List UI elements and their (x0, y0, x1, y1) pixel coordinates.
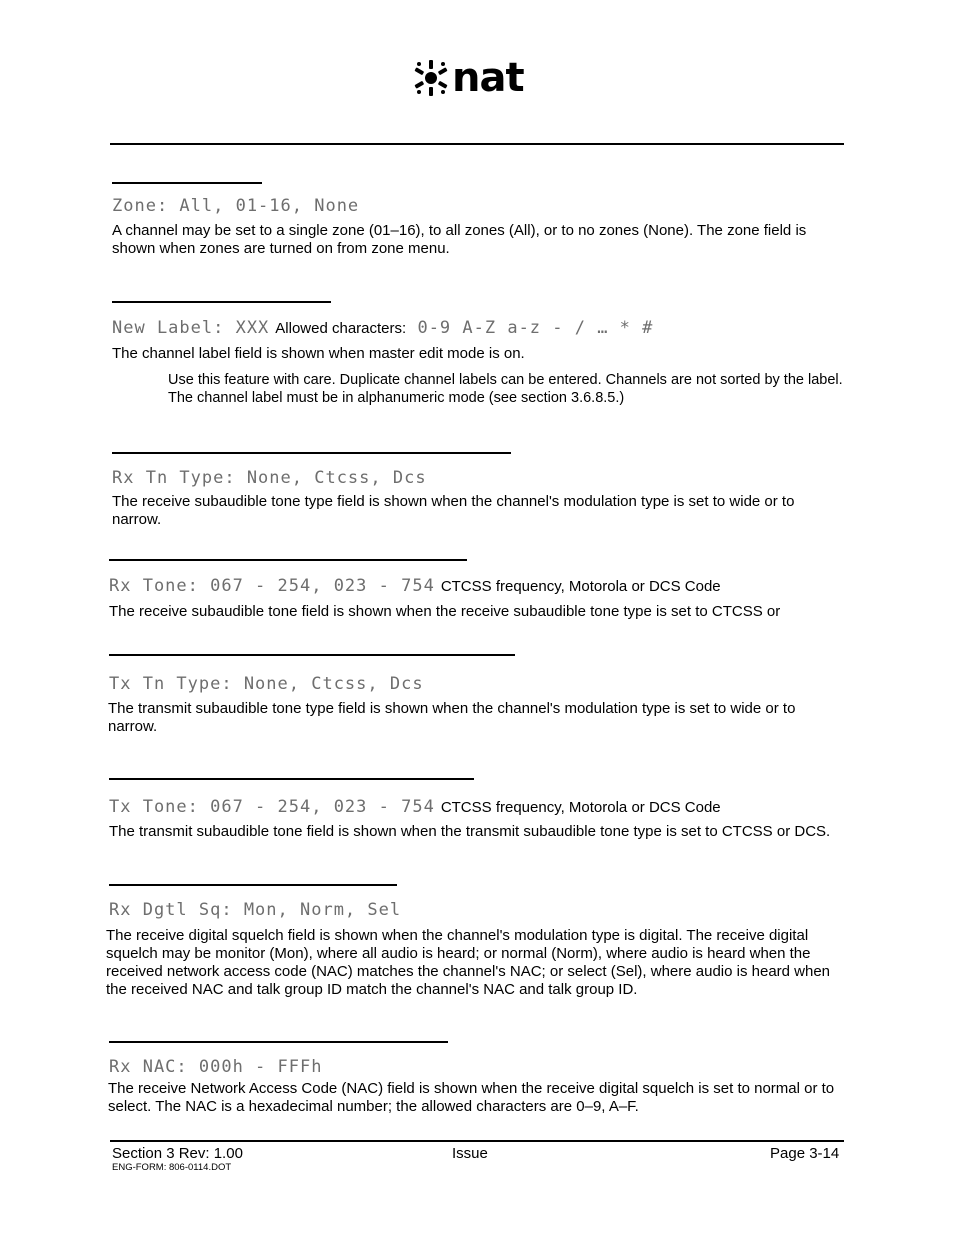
footer-issue: Issue (452, 1145, 488, 1162)
heading-underline (109, 559, 467, 561)
body-text-rx-tone: The receive subaudible tone field is shown when the receive subaudible tone type is set to CTCSS or (109, 603, 781, 620)
logo-wordmark: nat (452, 55, 524, 101)
heading-underline (112, 301, 331, 303)
lcd-field-rx-dgtl-sq: Rx Dgtl Sq: Mon, Norm, Sel (109, 900, 402, 920)
nat-logo (414, 56, 524, 100)
header-rule (110, 143, 844, 145)
heading-underline (109, 1041, 448, 1043)
body-text-tx-tone: The transmit subaudible tone field is shown when the transmit subaudible tone type is set to CTCSS or DCS. (109, 823, 831, 840)
lcd-field-rx-tn-type: Rx Tn Type: None, Ctcss, Dcs (112, 468, 427, 488)
asterisk-logo-icon (414, 58, 448, 98)
footer-section: Section 3 Rev: 1.00 (112, 1145, 243, 1162)
lcd-field-new-label: New Label: XXX Allowed characters: 0-9 A-Z a-z - / … * # (112, 318, 654, 338)
body-text-rx-nac: The receive Network Access Code (NAC) field is shown when the receive digital squelch is set to normal or to select. The NAC is a hexadecimal number; the allowed characters are 0–9, A–F. (108, 1080, 835, 1115)
inline-label: Allowed characters: (275, 320, 407, 337)
heading-underline (112, 182, 262, 184)
footer-page-number: Page 3-14 (770, 1145, 840, 1162)
body-text-tx-tn-type: The transmit subaudible tone type field is shown when the channel's modulation type is set to wide or to narrow. (108, 700, 796, 735)
inline-label: CTCSS frequency, Motorola or DCS Code (440, 578, 721, 595)
heading-underline (112, 452, 511, 454)
allowed-characters: 0-9 A-Z a-z - / … * # (417, 318, 654, 338)
body-text-new-label: The channel label field is shown when master edit mode is on. (112, 345, 525, 362)
body-text-rx-dgtl-sq: The receive digital squelch field is shown when the channel's modulation type is digital. The receive digital squelch may be monitor (Mon), where all audio is heard; or normal (Norm), where audio is heard when the received network access code (NAC) matches the channel's NAC; or select (Sel), where audio is heard when the received NAC and talk group ID match the channel's NAC and talk group ID. (106, 927, 831, 998)
lcd-field-rx-nac: Rx NAC: 000h - FFFh (109, 1057, 323, 1077)
footer-rule (110, 1140, 844, 1142)
lcd-field-tx-tn-type: Tx Tn Type: None, Ctcss, Dcs (109, 674, 424, 694)
heading-underline (109, 778, 474, 780)
heading-underline (109, 884, 397, 886)
lcd-field-zone: Zone: All, 01-16, None (112, 196, 360, 216)
body-text-rx-tn-type: The receive subaudible tone type field is shown when the channel's modulation type is set to wide or to narrow. (112, 493, 795, 528)
lcd-field-tx-tone: Tx Tone: 067 - 254, 023 - 754 CTCSS frequency, Motorola or DCS Code (109, 797, 721, 817)
lcd-field-rx-tone: Rx Tone: 067 - 254, 023 - 754 CTCSS frequency, Motorola or DCS Code (109, 576, 721, 596)
body-text-zone: A channel may be set to a single zone (01–16), to all zones (All), or to no zones (None). The zone field is shown when zones are turned on from zone menu. (112, 222, 807, 257)
footer-form-id: ENG-FORM: 806-0114.DOT (112, 1162, 232, 1173)
heading-underline (109, 654, 515, 656)
inline-label: CTCSS frequency, Motorola or DCS Code (440, 799, 721, 816)
caution-note: Use this feature with care. Duplicate channel labels can be entered. Channels are not sorted by the label. The channel label must be in alphanumeric mode (see section 3.6.8.5.) (168, 372, 843, 406)
